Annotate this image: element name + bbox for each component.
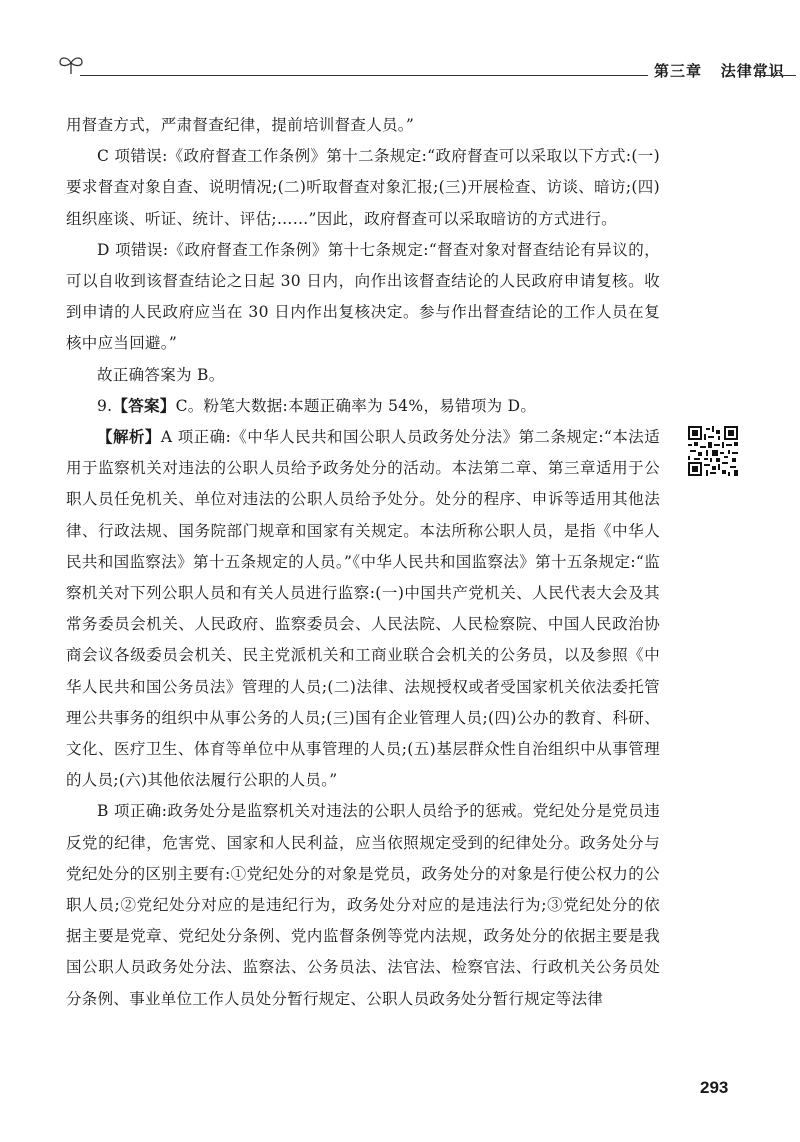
answer-label: 【答案】 <box>112 396 176 415</box>
running-header <box>58 54 785 88</box>
analysis-label: 【解析】 <box>97 428 161 447</box>
answer-text: C。粉笔大数据:本题正确率为 54%，易错项为 D。 <box>175 396 537 415</box>
paragraph-option-c: C 项错误:《政府督查工作条例》第十二条规定:“政府督查可以采取以下方式:(一)要求督查对象自查、说明情况;(二)听取督查对象汇报;(三)开展检查、访谈、暗访;(四)组织座谈、听证、统计、评估;……”因此，政府督查可以采取暗访的方式进行。 <box>66 147 660 228</box>
page-number: 293 <box>700 1078 729 1097</box>
paragraph-analysis-a <box>66 422 660 796</box>
header-chapter-title <box>654 60 785 81</box>
header-rule <box>80 75 648 76</box>
analysis-text: A 项正确:《中华人民共和国公职人员政务处分法》第二条规定:“本法适用于监察机关对违法的公职人员给予政务处分的活动。本法第二章、第三章适用于公职人员任免机关、单位对违法的公职人员给予处分。处分的程序、申诉等适用其他法律、行政法规、国务院部门规章和国家有关规定。本法所称公职人员，是指《中华人民共和国监察法》第十五条规定的人员。”《中华人民共和国监察法》第十五条规定:“监察机关对下列公职人员和有关人员进行监察:(一)中国共产党机关、人民代表大会及其常务委员会机关、人民政府、监察委员会、人民法院、人民检察院、中国人民政治协商会议各级委员会机关、民主党派机关和工商业联合会机关的公务员，以及参照《中华人民共和国公务员法》管理的人员;(二)法律、法规授权或者受国家机关依法委托管理公共事务的组织中从事公务的人员;(三)国有企业管理人员;(四)公办的教育、科研、文化、医疗卫生、体育等单位中从事管理的人员;(五)基层群众性自治组织中从事管理的人员;(六)其他依法履行公职的人员。” <box>66 428 660 790</box>
chapter-label: 第三章 <box>654 62 703 80</box>
paragraph-answer-summary: 故正确答案为 B。 <box>97 365 225 384</box>
paragraph-continuation: 用督查方式，严肃督查纪律，提前培训督查人员。” <box>66 116 415 134</box>
leaf-icon <box>58 54 84 76</box>
qr-code-icon[interactable] <box>688 426 738 476</box>
paragraph-analysis-b: B 项正确:政务处分是监察机关对违法的公职人员给予的惩戒。党纪处分是党员违反党的纪律，危害党、国家和人民利益，应当依照规定受到的纪律处分。政务处分与党纪处分的区别主要有:①党纪处分的对象是党员，政务处分的对象是行使公权力的公职人员;②党纪处分对应的是违纪行为，政务处分对应的是违法行为;③党纪处分的依据主要是党章、党纪处分条例、党内监督条例等党内法规，政务处分的依据主要是我国公职人员政务处分法、监察法、公务员法、法官法、检察官法、行政机关公务员处分条例、事业单位工作人员处分暂行规定、公职人员政务处分暂行规定等法律 <box>66 802 660 1008</box>
page-body <box>66 110 660 1015</box>
section-label: 法律常识 <box>720 62 785 80</box>
header-rule-tail <box>754 75 796 76</box>
paragraph-question-9-answer <box>66 391 660 422</box>
paragraph-option-d: D 项错误:《政府督查工作条例》第十七条规定:“督查对象对督查结论有异议的，可以自收到该督查结论之日起 30 日内，向作出该督查结论的人民政府申请复核。收到申请的人民政府应当在 30 日内作出复核决定。参与作出督查结论的工作人员在复核中应当回避。” <box>66 240 660 353</box>
question-number: 9. <box>97 396 113 415</box>
